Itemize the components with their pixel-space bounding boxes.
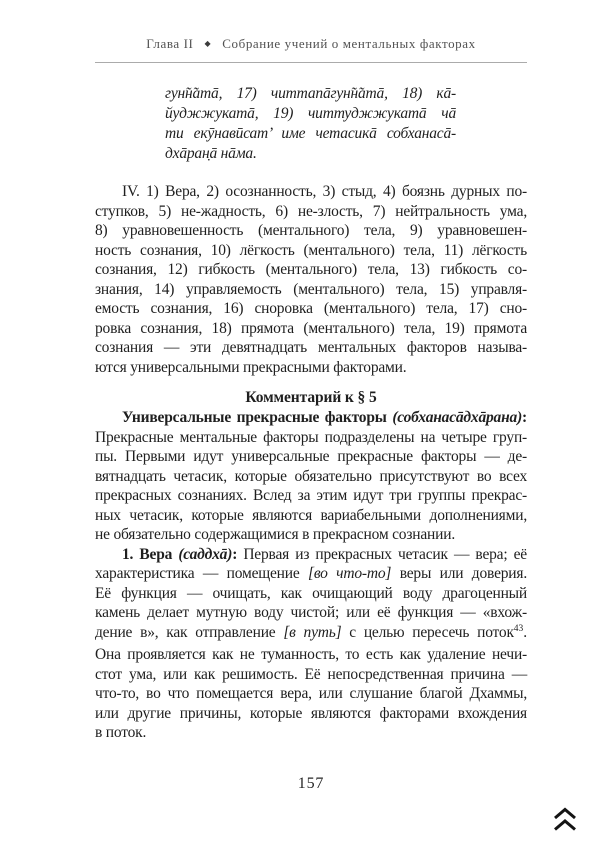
scroll-to-top-button[interactable] <box>549 804 581 834</box>
text-line: сознания — эти девятнадцать ментальных факторов называ- <box>95 339 527 356</box>
diamond-separator-icon: ◆ <box>204 39 212 48</box>
text-segment: (собханасāдхāрана) <box>392 409 523 426</box>
text-line: ются универсальными прекрасными факторами. <box>95 358 407 376</box>
text-segment: 1. Вера <box>122 545 179 563</box>
text-line: Она проявляется как не туманность, то есть как удаление нечи- <box>95 646 527 663</box>
text-line: прекрасных сознаниях. Вслед за этим идут три группы прекрас- <box>95 487 527 504</box>
text-line: IV. 1) Вера, 2) осознанность, 3) стыд, 4) боязнь дурных по- <box>122 183 527 200</box>
text-line: стот ума, или как решимость. Её непосредственная причина — <box>95 665 527 683</box>
text-line: ти екӯнавӣсат’ име четасикā собханасā- <box>165 125 456 142</box>
text-line: вятнадцать четасик, которые обязательно присутствуют во всех <box>95 467 527 485</box>
text-line: ступков, 5) не-жадность, 6) не-злость, 7) нейтральность ума, <box>95 202 527 220</box>
pali-quote-block <box>165 84 456 164</box>
text-segment: с целью пересечь поток <box>341 623 514 641</box>
text-segment: : <box>232 545 238 563</box>
text-line: гун̃н̃атā, 17) читтапāгун̃н̃атā, 18) кā- <box>165 85 456 102</box>
text-segment: Первая из прекрасных четасик — вера; её <box>237 545 527 563</box>
text-line <box>95 564 527 584</box>
text-line: ных четасик, которые являются вариабельными дополнениями, <box>95 506 527 524</box>
header-chapter: Глава II <box>146 36 194 51</box>
paragraph-iv <box>95 182 527 377</box>
text-segment: [в путь] <box>283 623 342 641</box>
text-line: йуджжукатā, 19) читтуджжукатā чā <box>165 105 456 122</box>
text-line: что-то, во что помещается вера, или слушание благой Дхаммы, <box>95 685 527 702</box>
text-line: или другие причины, которые являются факторами вхождения <box>95 704 527 722</box>
text-line: емость сознания, 16) сноровка (ментального) тела, 17) сно- <box>95 300 527 317</box>
text-segment: Универсальные прекрасные факторы <box>122 409 393 426</box>
text-line: ность сознания, 10) лёгкость (ментального) тела, 11) лёгкость <box>95 241 527 259</box>
text-line: сознания, 12) гибкость (ментального) тела, 13) гибкость со- <box>95 261 527 278</box>
footnote-marker: 43 <box>513 624 524 634</box>
text-segment: характеристика — помещение <box>95 565 308 582</box>
text-line: дхāран̣ā нāма. <box>165 145 257 162</box>
header-divider <box>95 62 527 63</box>
text-line: в поток. <box>95 724 147 741</box>
text-line: камень делает мутную воду чистой; или её функция — «вхож- <box>95 604 527 621</box>
text-line: Прекрасные ментальные факторы подразделены на четыре груп- <box>95 428 527 446</box>
comment-group-paragraph <box>95 408 527 545</box>
text-line: 8) уравновешенность (ментального) тела, 9) уравновешен- <box>95 222 527 239</box>
vera-paragraph <box>95 545 527 743</box>
header-title: Собрание учений о ментальных факторах <box>222 36 476 51</box>
content-column <box>95 0 527 794</box>
double-chevron-up-icon <box>551 806 579 833</box>
page-number: 157 <box>297 774 325 792</box>
text-segment: . <box>523 623 527 641</box>
running-header <box>95 36 527 52</box>
text-segment: : <box>522 409 527 426</box>
text-line: Её функция — очищать, как очищающий воду драгоценный <box>95 584 527 602</box>
text-line <box>95 545 527 565</box>
text-line <box>95 408 527 428</box>
comment-heading: Комментарий к § 5 <box>245 389 377 406</box>
text-line: ровка сознания, 18) прямота (ментального) тела, 19) прямота <box>95 319 527 337</box>
text-line: знания, 14) управляемость (ментального) тела, 15) управля- <box>95 280 527 298</box>
text-segment: (саддхā) <box>178 545 233 563</box>
text-segment: [во что-то] <box>308 565 392 582</box>
text-line: не обязательно содержащимися в прекрасном сознании. <box>95 526 455 543</box>
text-segment: веры или доверия. <box>391 565 528 582</box>
text-segment: дение в», как отправление <box>95 623 284 641</box>
text-line: пы. Первыми идут универсальные прекрасные факторы — де- <box>95 448 527 465</box>
text-line <box>95 623 527 646</box>
